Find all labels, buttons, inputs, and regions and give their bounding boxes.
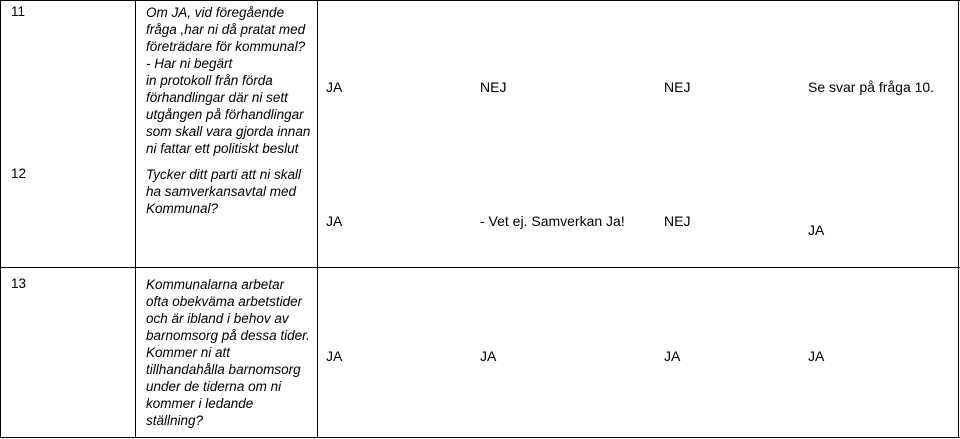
question-text: Tycker ditt parti att ni skall ha samverkansavtal med Kommunal? [146, 167, 302, 216]
column-divider [317, 0, 318, 438]
row-divider [0, 267, 960, 268]
row-number: 12 [11, 166, 27, 181]
answer-4: JA [808, 348, 825, 364]
answer-4: JA [808, 222, 825, 238]
table-border-bottom [0, 437, 960, 438]
answer-2: NEJ [480, 79, 507, 95]
answer-3: JA [664, 348, 681, 364]
answer-1: JA [326, 348, 343, 364]
column-divider [135, 0, 136, 438]
answer-1: JA [326, 79, 343, 95]
answer-2: - Vet ej. Samverkan Ja! [480, 213, 625, 229]
question-text: Kommunalarna arbetar ofta obekväma arbetstider och är ibland i behov av barnomsorg på dessa tider. Kommer ni att tillhandahålla barnomsorg under de tiderna om ni kommer i ledande ställning? [146, 277, 310, 428]
row-number: 13 [11, 276, 27, 291]
table-border-top [0, 0, 960, 1]
answer-3: NEJ [664, 79, 691, 95]
question-text: Om JA, vid föregående fråga ,har ni då pratat med företrädare för kommunal? - Har ni begärt in protokoll från förda förhandlingar där ni sett utgången på förhandlingar som skall vara gjorda innan ni fattar ett politiskt beslut [146, 5, 311, 156]
row-number: 11 [11, 4, 26, 19]
answer-4: Se svar på fråga 10. [808, 79, 935, 95]
answer-2: JA [480, 348, 497, 364]
answer-1: JA [326, 213, 343, 229]
answer-3: NEJ [664, 213, 691, 229]
table-border-left [0, 0, 1, 438]
table-border-right [958, 0, 959, 438]
